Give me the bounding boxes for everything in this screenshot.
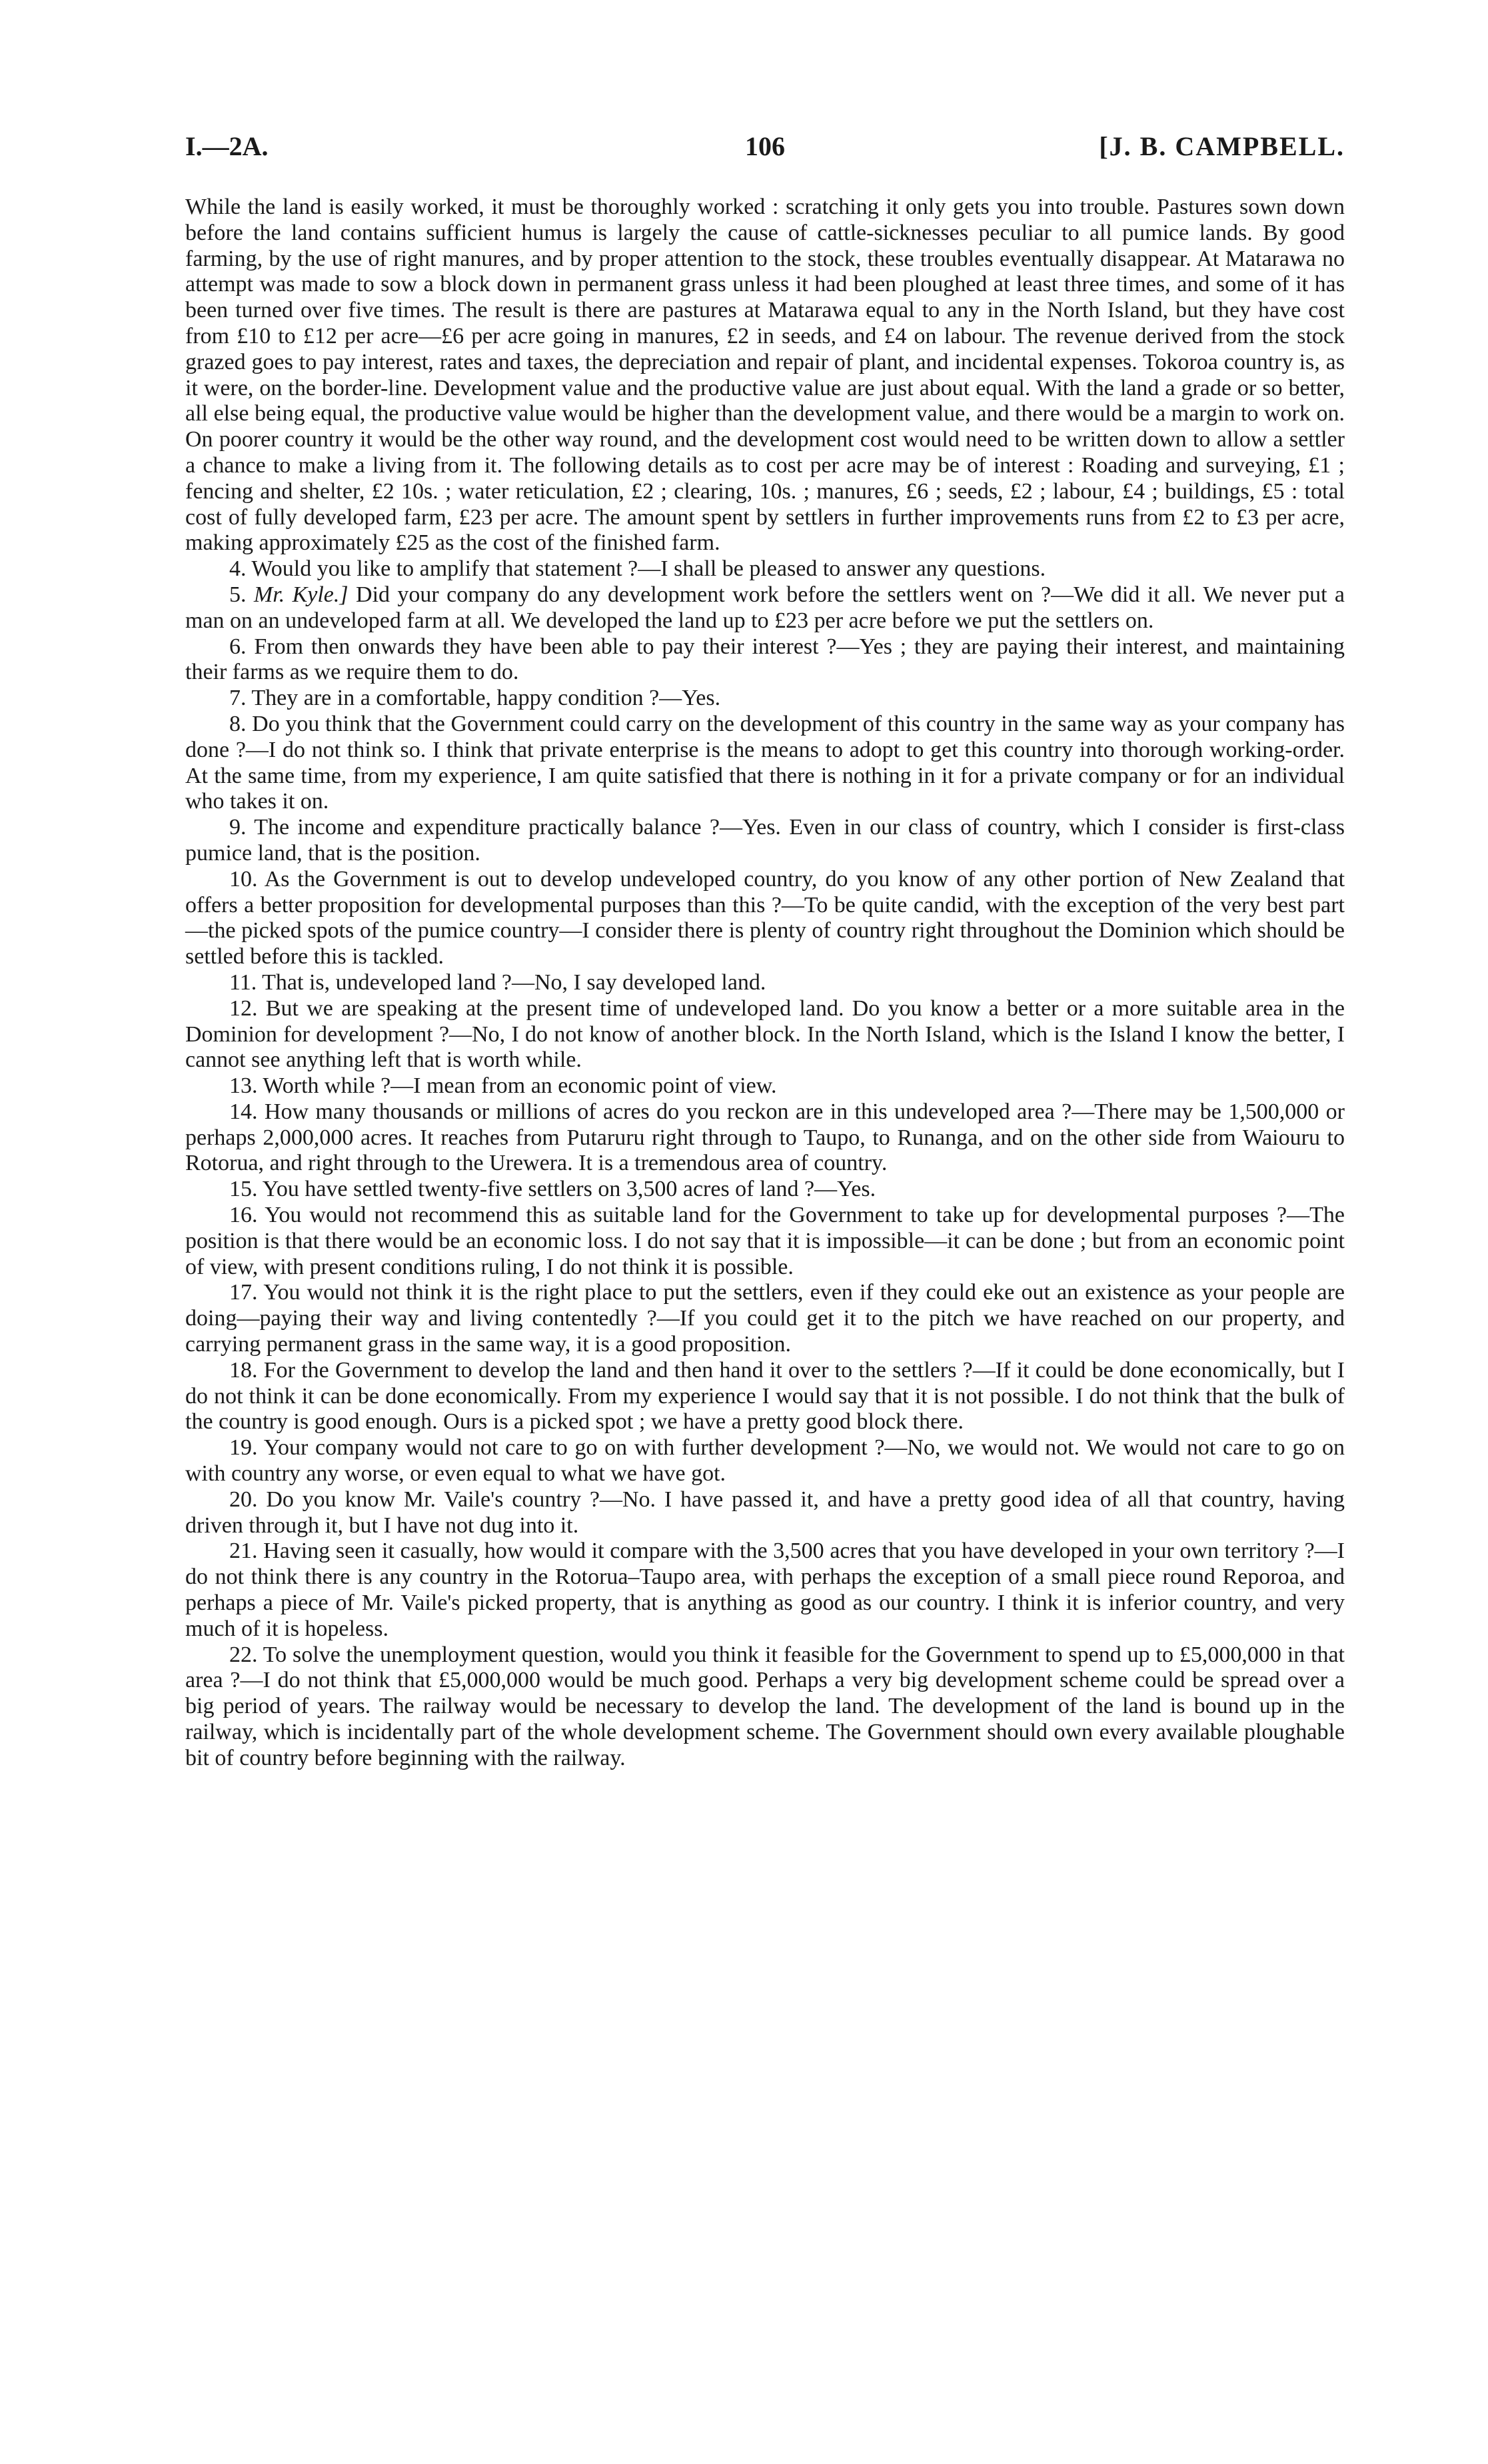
question-number: 20. — [229, 1487, 258, 1512]
question-17 — [185, 1280, 1345, 1357]
paragraph-text: Having seen it casually, how would it compare with the 3,500 acres that you have developed in your own territory ?—I do not think there is any country in the Rotorua–Taupo area, with perhaps the exception of a small piece round Reporoa, and perhaps a piece of Mr. Vaile's picked property, that is anything as good as our country. I think it is inferior country, and very much of it is hopeless. — [185, 1539, 1345, 1641]
question-10 — [185, 867, 1345, 970]
paragraph-text: To solve the unemployment question, would you think it feasible for the Government to spend up to £5,000,000 in that area ?—I do not think that £5,000,000 would be much good. Perhaps a very big development scheme could be spread over a big period of years. The railway would be necessary to develop the land. The development of the land is bound up in the railway, which is incidentally part of the whole development scheme. The Government should own every available ploughable bit of country before beginning with the railway. — [185, 1642, 1345, 1770]
witness-name: [J. B. CAMPBELL. — [1099, 131, 1345, 161]
question-13 — [185, 1073, 1345, 1099]
paragraph-text: You have settled twenty-five settlers on 3,500 acres of land ?—Yes. — [262, 1177, 876, 1202]
question-14 — [185, 1099, 1345, 1177]
question-number: 14. — [229, 1099, 258, 1124]
question-6 — [185, 634, 1345, 686]
question-11 — [185, 970, 1345, 996]
page-number: 106 — [745, 131, 785, 161]
question-number: 6. — [229, 634, 247, 659]
paragraph-text: They are in a comfortable, happy condition ?—Yes. — [251, 686, 721, 711]
question-19 — [185, 1435, 1345, 1487]
paper-reference: I.—2A. — [185, 131, 269, 161]
evidence-text — [185, 195, 1345, 1772]
question-number: 17. — [229, 1280, 258, 1305]
paragraph-text: How many thousands or millions of acres do you reckon are in this undeveloped area ?—There may be 1,500,000 or perhaps 2,000,000 acres. It reaches from Putaruru right through to Taupo, to Runanga, and on the other side from Waiouru to Rotorua, and right through to the Urewera. It is a tremendous area of country. — [185, 1099, 1345, 1176]
paragraph-text: That is, undeveloped land ?—No, I say developed land. — [262, 969, 766, 995]
document-page — [185, 131, 1345, 1772]
question-number: 16. — [229, 1203, 258, 1228]
paragraph-text: Would you like to amplify that statement ?—I shall be pleased to answer any questions. — [251, 556, 1046, 582]
question-number: 10. — [229, 866, 258, 892]
question-12 — [185, 996, 1345, 1073]
question-number: 19. — [229, 1435, 258, 1461]
paragraph-text: As the Government is out to develop undeveloped country, do you know of any other portion of New Zealand that offers a better proposition for developmental purposes than this ?—To be quite candid, with the exception of the very best part—the picked spots of the pumice country—I consider there is plenty of country right throughout the Dominion which should be settled before this is tackled. — [185, 866, 1345, 969]
question-number: 13. — [229, 1073, 258, 1099]
page-header — [185, 131, 1345, 177]
paragraph-text: For the Government to develop the land and then hand it over to the settlers ?—If it could be done economically, but I do not think it can be done economically. From my experience I would say that it is not possible. I do not think that the bulk of the country is good enough. Ours is a picked spot ; we have a pretty good block there. — [185, 1357, 1345, 1435]
question-5 — [185, 582, 1345, 634]
paragraph-text: From then onwards they have been able to pay their interest ?—Yes ; they are paying their interest, and maintaining their farms as we require them to do. — [185, 634, 1345, 685]
paragraph-text: The income and expenditure practically balance ?—Yes. Even in our class of country, which I consider is first-class pumice land, that is the position. — [185, 815, 1345, 866]
paragraph-text: While the land is easily worked, it must be thoroughly worked : scratching it only gets you into trouble. Pastures sown down before the land contains sufficient humus is largely the cause of cattle-sicknesses peculiar to all pumice lands. By good farming, by the use of right manures, and by proper attention to the stock, these troubles eventually disappear. At Matarawa no attempt was made to sow a block down in permanent grass unless it had been ploughed at least three times, and some of it has been turned over five times. The result is there are pastures at Matarawa equal to any in the North Island, but they have cost from £10 to £12 per acre—£6 per acre going in manures, £2 in seeds, and £4 on labour. The revenue derived from the stock grazed goes to pay interest, rates and taxes, the depreciation and repair of plant, and incidental expenses. Tokoroa country is, as it were, on the border-line. Development value and the productive value are just about equal. With the land a grade or so better, all else being equal, the productive value would be higher than the development value, and there would be a margin to work on. On poorer country it would be the other way round, and the development cost would need to be written down to allow a settler a chance to make a living from it. The following details as to cost per acre may be of interest : Roading and surveying, £1 ; fencing and shelter, £2 10s. ; water reticulation, £2 ; clearing, 10s. ; manures, £6 ; seeds, £2 ; labour, £4 ; buildings, £5 : total cost of fully developed farm, £23 per acre. The amount spent by settlers in further improvements runs from £2 to £3 per acre, making approximately £25 as the cost of the finished farm. — [185, 195, 1345, 556]
question-21 — [185, 1539, 1345, 1642]
question-number: 4. — [229, 556, 247, 582]
paragraph-text: You would not recommend this as suitable land for the Government to take up for developmental purposes ?—The position is that there would be an economic loss. I do not say that it is impossible—it can be done ; but from an economic point of view, with present conditions ruling, I do not think it is possible. — [185, 1203, 1345, 1279]
paragraph-text: Did your company do any development work before the settlers went on ?—We did it all. We never put a man on an undeveloped farm at all. We developed the land up to £23 per acre before we put the settlers on. — [185, 582, 1345, 633]
question-4 — [185, 556, 1345, 582]
paragraph-text: But we are speaking at the present time of undeveloped land. Do you know a better or a more suitable area in the Dominion for development ?—No, I do not know of another block. In the North Island, which is the Island I know the better, I cannot see anything left that is worth while. — [185, 995, 1345, 1073]
question-number: 12. — [229, 995, 258, 1021]
paragraph-text: Worth while ?—I mean from an economic point of view. — [263, 1073, 777, 1099]
question-20 — [185, 1487, 1345, 1539]
question-number: 21. — [229, 1539, 258, 1564]
question-7 — [185, 686, 1345, 712]
question-number: 18. — [229, 1357, 258, 1383]
question-9 — [185, 815, 1345, 867]
question-number: 22. — [229, 1642, 258, 1667]
paragraph-text: Do you know Mr. Vaile's country ?—No. I have passed it, and have a pretty good idea of all that country, having driven through it, but I have not dug into it. — [185, 1487, 1345, 1538]
question-number: 7. — [229, 686, 247, 711]
question-number: 11. — [229, 969, 257, 995]
question-8 — [185, 712, 1345, 815]
question-number: 8. — [229, 711, 247, 736]
question-22 — [185, 1642, 1345, 1772]
question-number: 15. — [229, 1177, 258, 1202]
question-18 — [185, 1358, 1345, 1435]
question-number: 9. — [229, 815, 247, 840]
paragraph-text: Do you think that the Government could carry on the development of this country in the same way as your company has done ?—I do not think so. I think that private enterprise is the means to adopt to get this country into thorough working-order. At the same time, from my experience, I am quite satisfied that there is nothing in it for a private company or for an individual who takes it on. — [185, 711, 1345, 814]
question-number: 5. — [229, 582, 247, 607]
question-15 — [185, 1177, 1345, 1203]
paragraph-intro — [185, 195, 1345, 556]
paragraph-text: You would not think it is the right place to put the settlers, even if they could eke out an existence as your people are doing—paying their way and living contentedly ?—If you could get it to the pitch we have reached on our property, and carrying permanent grass in the same way, it is a good proposition. — [185, 1280, 1345, 1357]
paragraph-text: Your company would not care to go on with further development ?—No, we would not. We would not care to go on with country any worse, or even equal to what we have got. — [185, 1435, 1345, 1487]
speaker-name: Mr. Kyle.] — [253, 582, 349, 607]
question-16 — [185, 1203, 1345, 1280]
